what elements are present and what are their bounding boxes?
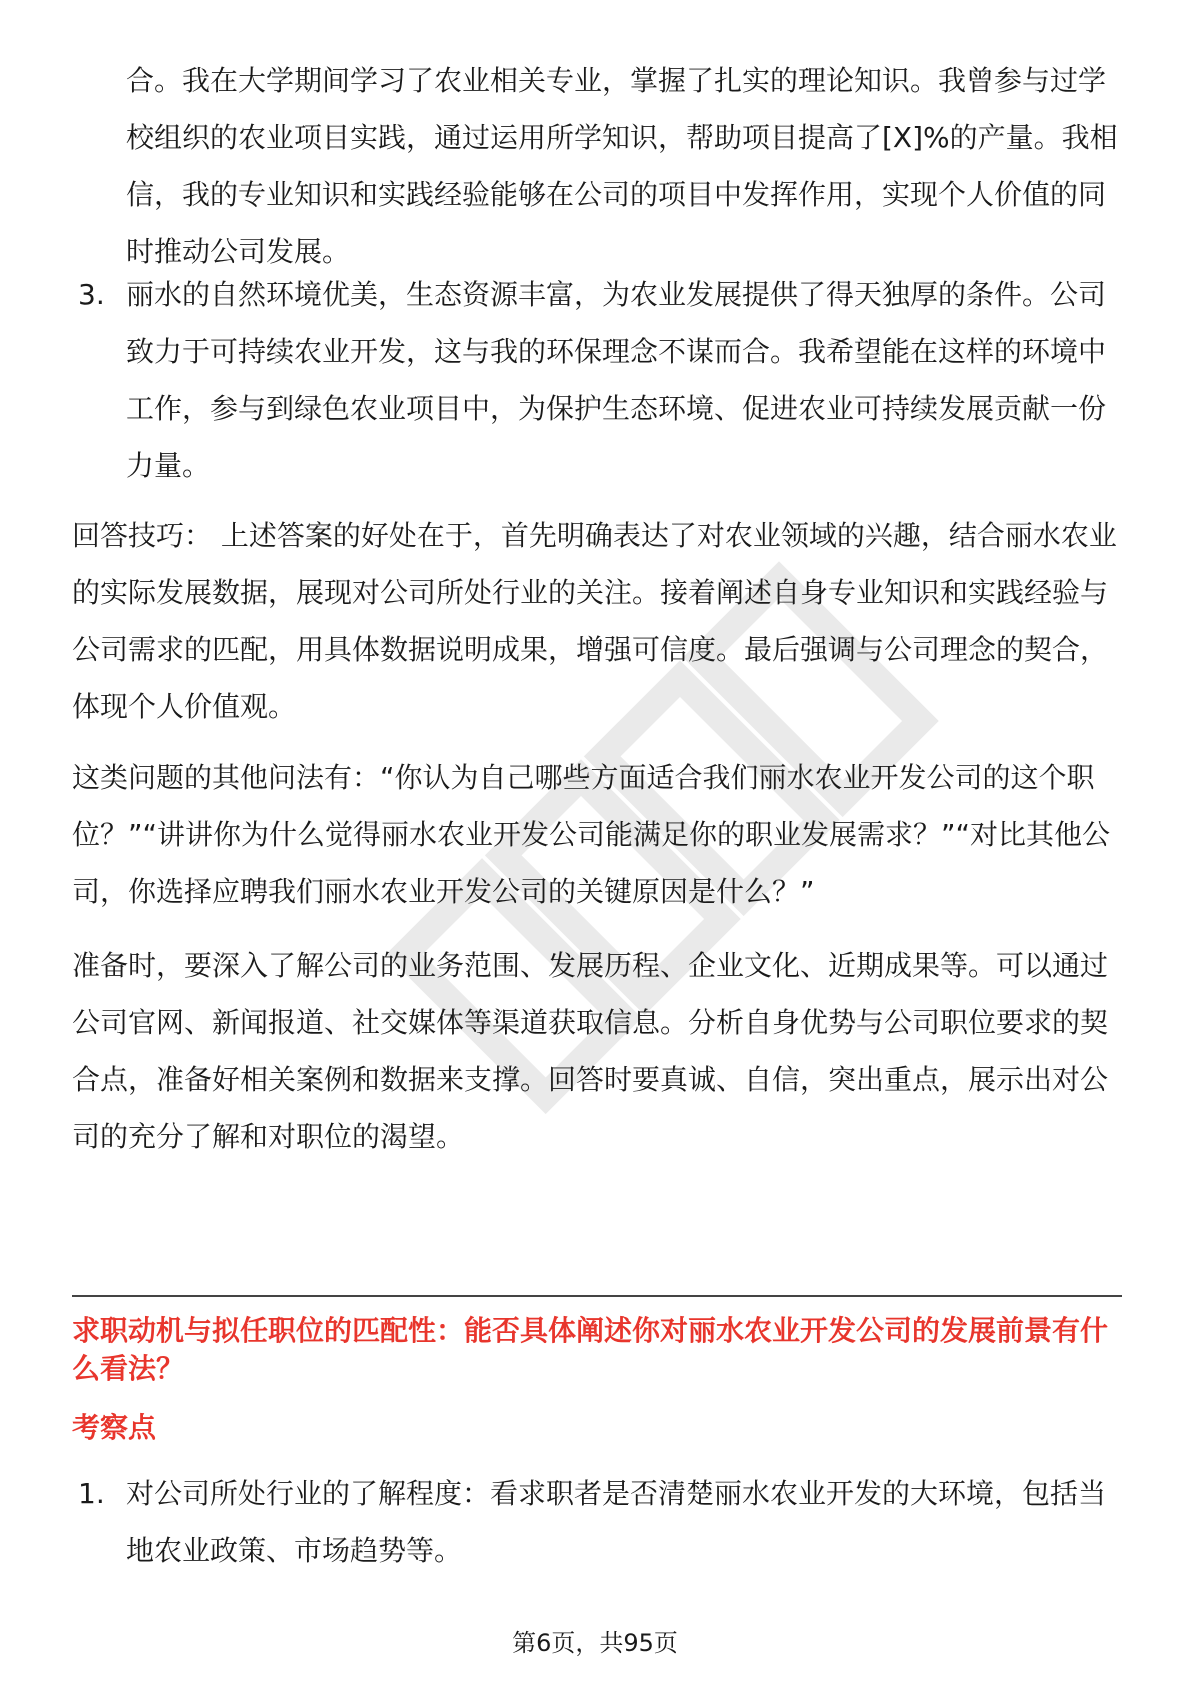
answer-tips-paragraph: 回答技巧： 上述答案的好处在于，首先明确表达了对农业领域的兴趣，结合丽水农业的实际发展数据，展现对公司所处行业的关注。接着阐述自身专业知识和实践经验与公司需求的匹配，用具体数据说明成果，增强可信度。最后强调与公司理念的契合，体现个人价值观。 <box>72 519 1117 723</box>
question-title: 求职动机与拟任职位的匹配性：能否具体阐述你对丽水农业开发公司的发展前景有什么看法？ <box>72 1314 1109 1385</box>
list-item-text: 对公司所处行业的了解程度：看求职者是否清楚丽水农业开发的大环境，包括当地农业政策、市场趋势等。 <box>126 1477 1107 1567</box>
list-number: 3. <box>78 278 105 311</box>
list-item-2-continuation: 合。我在大学期间学习了农业相关专业，掌握了扎实的理论知识。我曾参与过学校组织的农业项目实践，通过运用所学知识，帮助项目提高了[X]%的产量。我相信，我的专业知识和实践经验能够在公司的项目中发挥作用，实现个人价值的同时推动公司发展。 <box>126 64 1118 268</box>
page-number-footer: 第6页，共95页 <box>512 1629 678 1657</box>
list-number: 1. <box>78 1477 105 1510</box>
list-item-3 <box>78 266 1118 494</box>
other-questions-paragraph: 这类问题的其他问法有：“你认为自己哪些方面适合我们丽水农业开发公司的这个职位？”“讲讲你为什么觉得丽水农业开发公司能满足你的职业发展需求？”“对比其他公司，你选择应聘我们丽水农业开发公司的关键原因是什么？” <box>72 761 1111 908</box>
exam-points-heading: 考察点 <box>72 1411 157 1444</box>
exam-point-item-1 <box>78 1465 1118 1579</box>
section-divider <box>72 1295 1122 1297</box>
list-item-text: 丽水的自然环境优美，生态资源丰富，为农业发展提供了得天独厚的条件。公司致力于可持续农业开发，这与我的环保理念不谋而合。我希望能在这样的环境中工作，参与到绿色农业项目中，为保护生态环境、促进农业可持续发展贡献一份力量。 <box>126 278 1107 482</box>
preparation-paragraph: 准备时，要深入了解公司的业务范围、发展历程、企业文化、近期成果等。可以通过公司官网、新闻报道、社交媒体等渠道获取信息。分析自身优势与公司职位要求的契合点，准备好相关案例和数据来支撑。回答时要真诚、自信，突出重点，展示出对公司的充分了解和对职位的渴望。 <box>72 949 1109 1153</box>
